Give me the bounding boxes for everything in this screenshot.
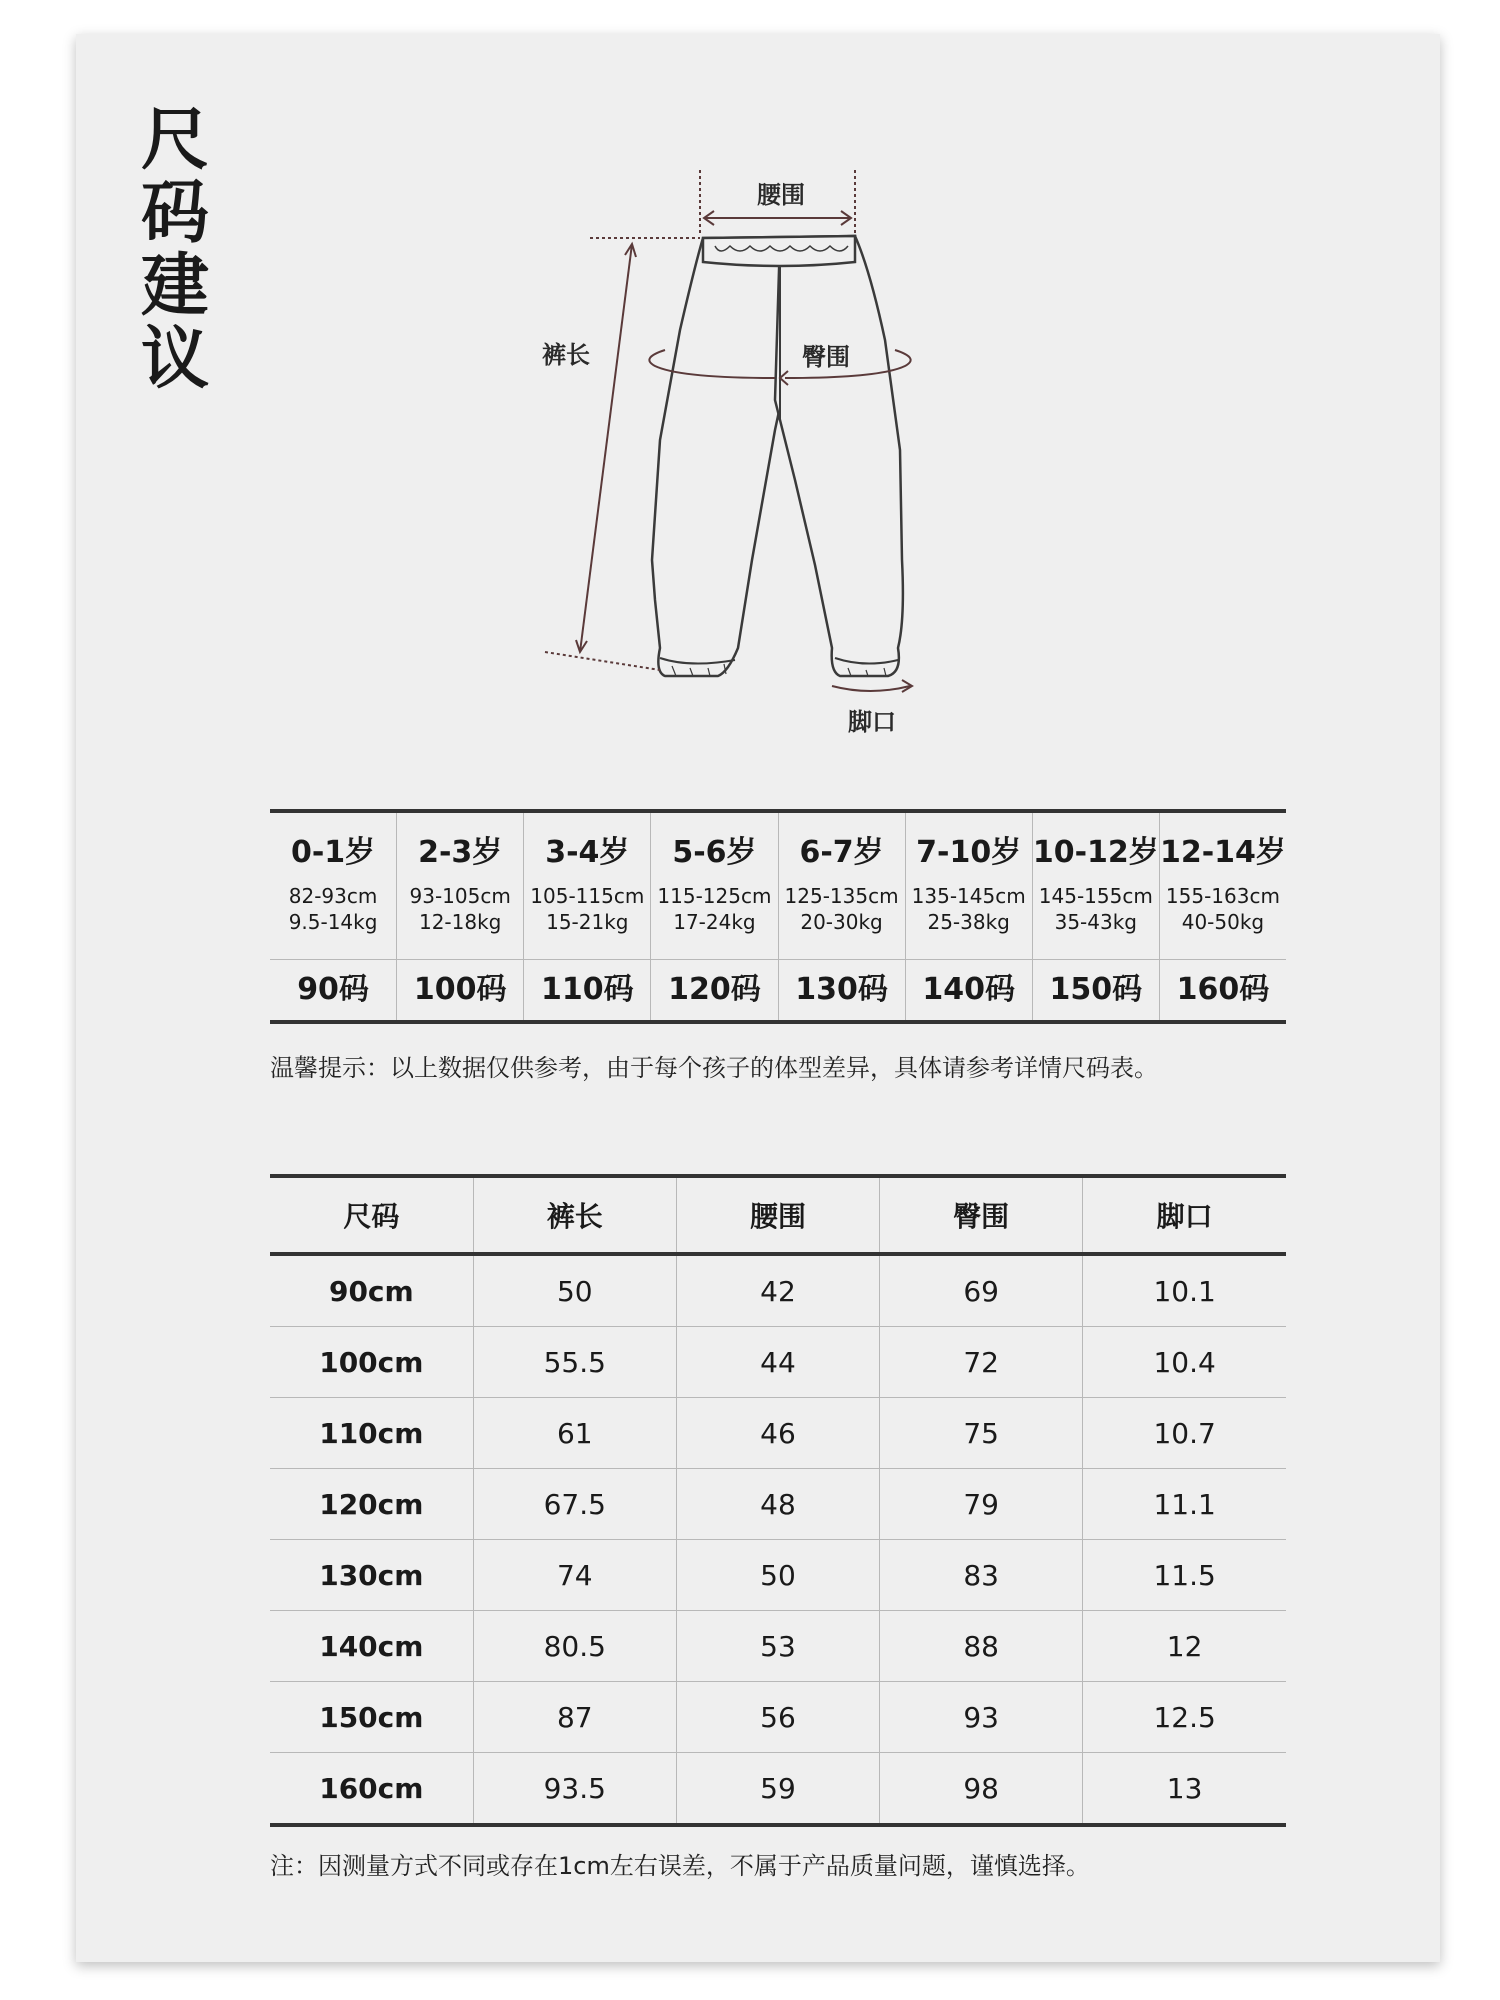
size-label: 150码	[1049, 972, 1143, 1007]
size-cell: 100cm	[270, 1327, 473, 1398]
hip-cell: 79	[880, 1469, 1083, 1540]
size-cell: 160cm	[270, 1753, 473, 1826]
height-range: 155-163cm	[1165, 884, 1280, 908]
height-range: 135-145cm	[911, 884, 1026, 908]
waist-cell: 44	[676, 1327, 879, 1398]
length-cell: 74	[473, 1540, 676, 1611]
title-char: 议	[140, 320, 209, 399]
size-label: 120码	[668, 972, 761, 1007]
size-cell	[906, 960, 1033, 1020]
hip-cell: 75	[880, 1398, 1083, 1469]
cuff-cell: 12	[1083, 1611, 1286, 1682]
table-row	[270, 1682, 1286, 1753]
size-label: 160码	[1176, 972, 1270, 1007]
weight-range: 40-50kg	[1181, 910, 1265, 934]
age-label: 3-4岁	[545, 835, 630, 870]
column-header: 裤长	[473, 1176, 676, 1254]
size-cell	[524, 960, 651, 1020]
weight-range: 20-30kg	[800, 910, 883, 934]
hip-cell: 83	[880, 1540, 1083, 1611]
length-cell: 67.5	[473, 1469, 676, 1540]
height-range: 115-125cm	[657, 884, 772, 908]
table-row	[270, 1327, 1286, 1398]
waist-cell: 59	[676, 1753, 879, 1826]
table-header-row	[270, 1176, 1286, 1254]
waist-label: 腰围	[757, 181, 805, 209]
table-row	[270, 1398, 1286, 1469]
column-header: 腰围	[676, 1176, 879, 1254]
waist-cell: 56	[676, 1682, 879, 1753]
size-cell	[779, 960, 906, 1020]
column-header: 臀围	[880, 1176, 1083, 1254]
pants-diagram	[0, 0, 1500, 760]
size-cell: 150cm	[270, 1682, 473, 1753]
age-cell	[906, 813, 1033, 959]
weight-range: 17-24kg	[673, 910, 756, 934]
size-cell	[1033, 960, 1160, 1020]
cuff-cell: 11.1	[1083, 1469, 1286, 1540]
age-cell	[1033, 813, 1160, 959]
table-row	[270, 1753, 1286, 1826]
size-cell	[270, 960, 397, 1020]
age-label: 2-3岁	[418, 835, 503, 870]
size-label: 130码	[795, 972, 888, 1007]
column-header: 脚口	[1083, 1176, 1286, 1254]
length-cell: 87	[473, 1682, 676, 1753]
table-row	[270, 1611, 1286, 1682]
size-label: 110码	[541, 972, 634, 1007]
hip-cell: 69	[880, 1254, 1083, 1327]
weight-range: 35-43kg	[1054, 910, 1138, 934]
hip-cell: 93	[880, 1682, 1083, 1753]
weight-range: 12-18kg	[418, 910, 502, 934]
size-cell	[1160, 960, 1286, 1020]
weight-range: 15-21kg	[546, 910, 629, 934]
waist-cell: 53	[676, 1611, 879, 1682]
age-cell	[270, 813, 397, 959]
waist-cell: 42	[676, 1254, 879, 1327]
hip-cell: 88	[880, 1611, 1083, 1682]
age-cell	[651, 813, 778, 959]
column-header: 尺码	[270, 1176, 473, 1254]
cuff-cell: 10.4	[1083, 1327, 1286, 1398]
length-cell: 80.5	[473, 1611, 676, 1682]
size-label: 140码	[922, 972, 1015, 1007]
age-cell	[779, 813, 906, 959]
cuff-cell: 13	[1083, 1753, 1286, 1826]
size-row	[270, 960, 1286, 1020]
title-char: 建	[140, 247, 209, 326]
weight-range: 9.5-14kg	[288, 910, 378, 934]
height-range: 82-93cm	[288, 884, 378, 908]
cuff-cell: 11.5	[1083, 1540, 1286, 1611]
length-cell: 61	[473, 1398, 676, 1469]
size-cell: 90cm	[270, 1254, 473, 1327]
cuff-cell: 10.1	[1083, 1254, 1286, 1327]
size-cell: 130cm	[270, 1540, 473, 1611]
age-label: 12-14岁	[1159, 835, 1286, 870]
table-row	[270, 1540, 1286, 1611]
age-cell	[524, 813, 651, 959]
table-row	[270, 1469, 1286, 1540]
age-label: 0-1岁	[290, 835, 376, 870]
age-size-table	[270, 809, 1286, 1024]
age-cell	[1160, 813, 1286, 959]
age-label: 10-12岁	[1032, 835, 1159, 870]
size-cell	[651, 960, 778, 1020]
age-cell	[397, 813, 524, 959]
waist-cell: 48	[676, 1469, 879, 1540]
age-label: 5-6岁	[672, 835, 757, 870]
length-cell: 50	[473, 1254, 676, 1327]
length-label: 裤长	[542, 341, 590, 369]
weight-range: 25-38kg	[927, 910, 1010, 934]
length-cell: 93.5	[473, 1753, 676, 1826]
age-label: 7-10岁	[916, 835, 1022, 870]
age-row	[270, 813, 1286, 960]
size-label: 90码	[297, 972, 369, 1007]
height-range: 125-135cm	[784, 884, 899, 908]
cuff-label: 脚口	[848, 708, 896, 736]
size-cell: 120cm	[270, 1469, 473, 1540]
title-char: 码	[140, 174, 209, 253]
cuff-cell: 12.5	[1083, 1682, 1286, 1753]
size-cell	[397, 960, 524, 1020]
hip-cell: 72	[880, 1327, 1083, 1398]
hip-label: 臀围	[802, 343, 850, 371]
age-label: 6-7岁	[799, 835, 884, 870]
waist-cell: 50	[676, 1540, 879, 1611]
title-char: 尺	[140, 101, 209, 180]
height-range: 145-155cm	[1038, 884, 1153, 908]
waist-cell: 46	[676, 1398, 879, 1469]
table-row	[270, 1254, 1286, 1327]
height-range: 93-105cm	[409, 884, 511, 908]
footnote-text: 注：因测量方式不同或存在1cm左右误差，不属于产品质量问题，谨慎选择。	[270, 1852, 1090, 1880]
hip-cell: 98	[880, 1753, 1083, 1826]
length-cell: 55.5	[473, 1327, 676, 1398]
height-range: 105-115cm	[530, 884, 645, 908]
cuff-cell: 10.7	[1083, 1398, 1286, 1469]
tip-text: 温馨提示：以上数据仅供参考，由于每个孩子的体型差异，具体请参考详情尺码表。	[270, 1054, 1158, 1082]
size-cell: 110cm	[270, 1398, 473, 1469]
measurement-table	[270, 1174, 1286, 1827]
size-cell: 140cm	[270, 1611, 473, 1682]
size-label: 100码	[413, 972, 507, 1007]
